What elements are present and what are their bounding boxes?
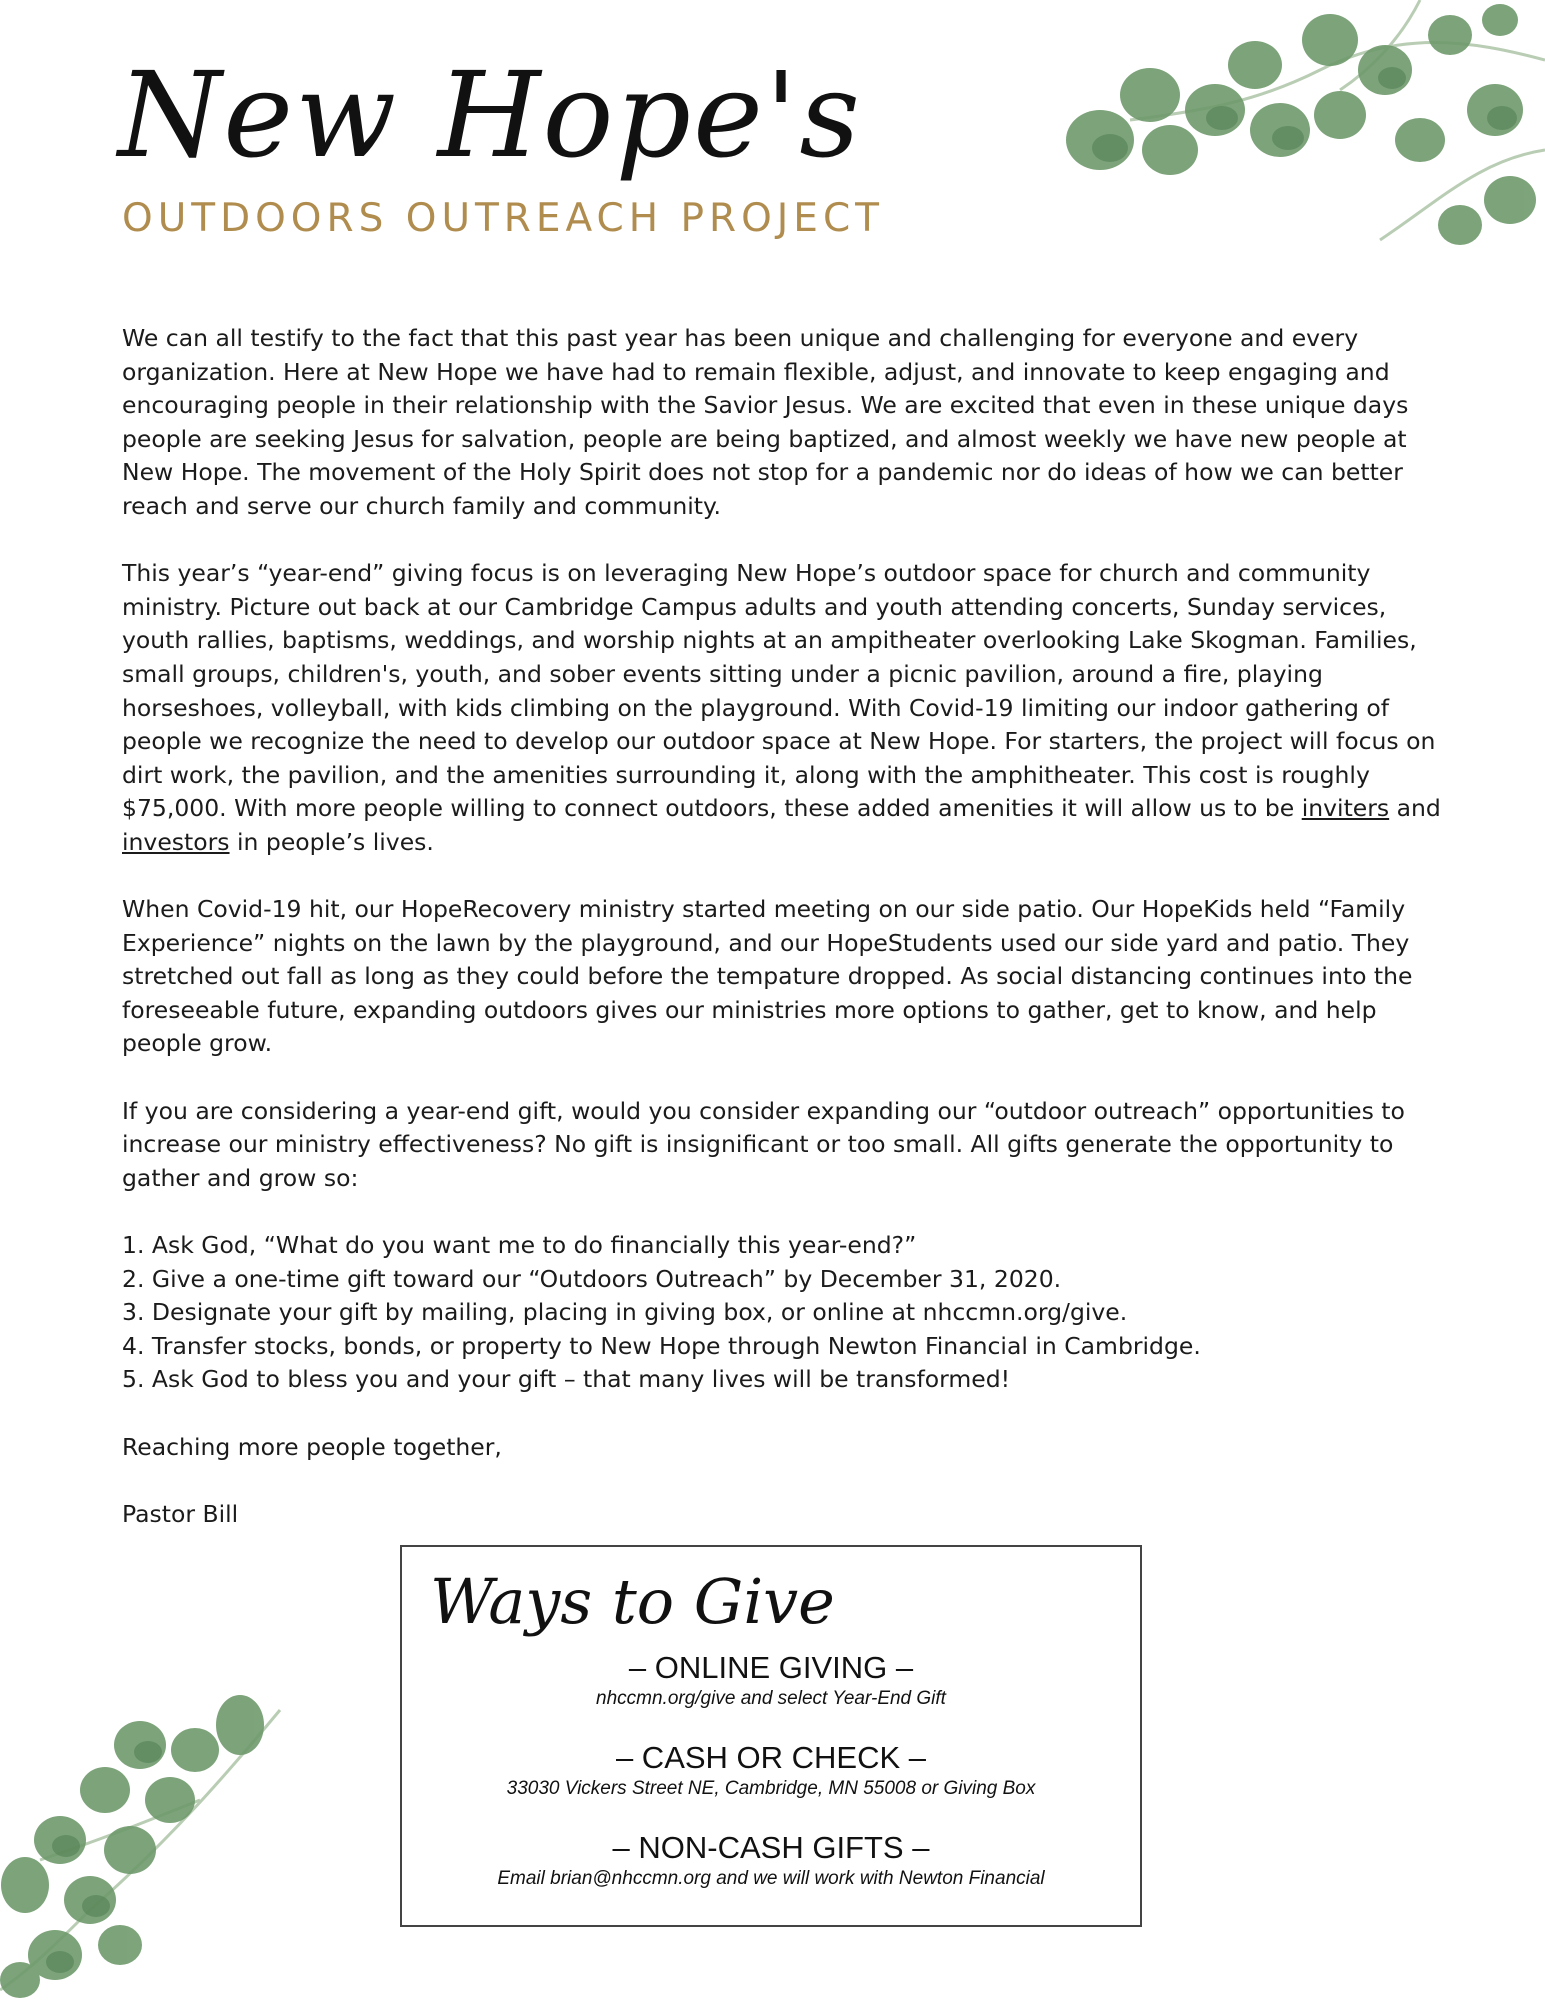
cash-check-section: [402, 1740, 1140, 1800]
investors-word: investors: [122, 827, 230, 856]
list-item: 3. Designate your gift by mailing, placing in giving box, or online at nhccmn.org/give.: [122, 1298, 1128, 1327]
cash-check-detail: 33030 Vickers Street NE, Cambridge, MN 55008 or Giving Box: [506, 1778, 1036, 1799]
non-cash-detail: Email brian@nhccmn.org and we will work with Newton Financial: [497, 1868, 1045, 1889]
paragraph-focus-end: in people’s lives.: [237, 827, 434, 856]
page-subtitle: OUTDOORS OUTREACH PROJECT: [122, 196, 885, 241]
non-cash-section: [402, 1830, 1140, 1890]
ways-to-give-box: [400, 1545, 1142, 1927]
list-item: 4. Transfer stocks, bonds, or property to New Hope through Newton Financial in Cambridge.: [122, 1331, 1201, 1360]
and-word: and: [1396, 794, 1441, 823]
paragraph-intro: We can all testify to the fact that this past year has been unique and challenging for everyone and every organization. Here at New Hope we have had to remain flexible, adjust, and innovate to keep engaging and encouraging people in their relationship with the Savior Jesus. We are excited that even in these unique days people are seeking Jesus for salvation, people are being baptized, and almost weekly we have new people at New Hope. The movement of the Holy Spirit does not stop for a pandemic nor do ideas of how we can better reach and serve our church family and community.: [122, 324, 1409, 520]
list-item: 1. Ask God, “What do you want me to do financially this year-end?”: [122, 1231, 917, 1260]
non-cash-heading: – NON-CASH GIFTS –: [612, 1830, 930, 1865]
paragraph-focus-main: This year’s “year-end” giving focus is on leveraging New Hope’s outdoor space for church and community ministry. Picture out back at our Cambridge Campus adults and youth attending concerts, Sunday services, youth rallies, baptisms, weddings, and worship nights at an ampitheater overlooking Lake Skogman. Families, small groups, children's, youth, and sober events sitting under a picnic pavilion, around a fire, playing horseshoes, volleyball, with kids climbing on the playground. With Covid-19 limiting our indoor gathering of people we recognize the need to develop our outdoor space at New Hope. For starters, the project will focus on dirt work, the pavilion, and the amenities surrounding it, along with the amphitheater. This cost is roughly $75,000. With more people willing to connect outdoors, these added amenities it will allow us to be: [122, 559, 1436, 823]
online-giving-detail: nhccmn.org/give and select Year-End Gift: [596, 1688, 946, 1709]
letter-body: [122, 322, 1442, 1565]
eucalyptus-bottom-left-icon: [0, 1690, 300, 2000]
list-item: 2. Give a one-time gift toward our “Outdoors Outreach” by December 31, 2020.: [122, 1264, 1062, 1293]
paragraph-covid: When Covid-19 hit, our HopeRecovery ministry started meeting on our side patio. Our HopeKids held “Family Experience” nights on the lawn by the playground, and our HopeStudents used our side yard and patio. They stretched out fall as long as they could before the tempature dropped. As social distancing continues into the foreseeable future, expanding outdoors gives our ministries more options to gather, get to know, and help people grow.: [122, 895, 1413, 1058]
list-item: 5. Ask God to bless you and your gift – that many lives will be transformed!: [122, 1365, 1011, 1394]
eucalyptus-top-right-icon: [1040, 0, 1545, 275]
online-giving-heading: – ONLINE GIVING –: [628, 1650, 914, 1685]
steps-list: [122, 1229, 1442, 1397]
inviters-word: inviters: [1301, 794, 1390, 823]
closing-line: Reaching more people together,: [122, 1432, 502, 1461]
ways-to-give-title: Ways to Give: [430, 1565, 835, 1638]
paragraph-ask: If you are considering a year-end gift, would you consider expanding our “outdoor outreach” opportunities to increase our ministry effectiveness? No gift is insignificant or too small. All gifts generate the opportunity to gather and grow so:: [122, 1096, 1405, 1192]
signature: Pastor Bill: [122, 1499, 239, 1528]
paragraph-focus: [122, 557, 1442, 859]
cash-check-heading: – CASH OR CHECK –: [615, 1740, 927, 1775]
script-title: New Hope's: [118, 46, 862, 184]
online-giving-section: [402, 1650, 1140, 1710]
